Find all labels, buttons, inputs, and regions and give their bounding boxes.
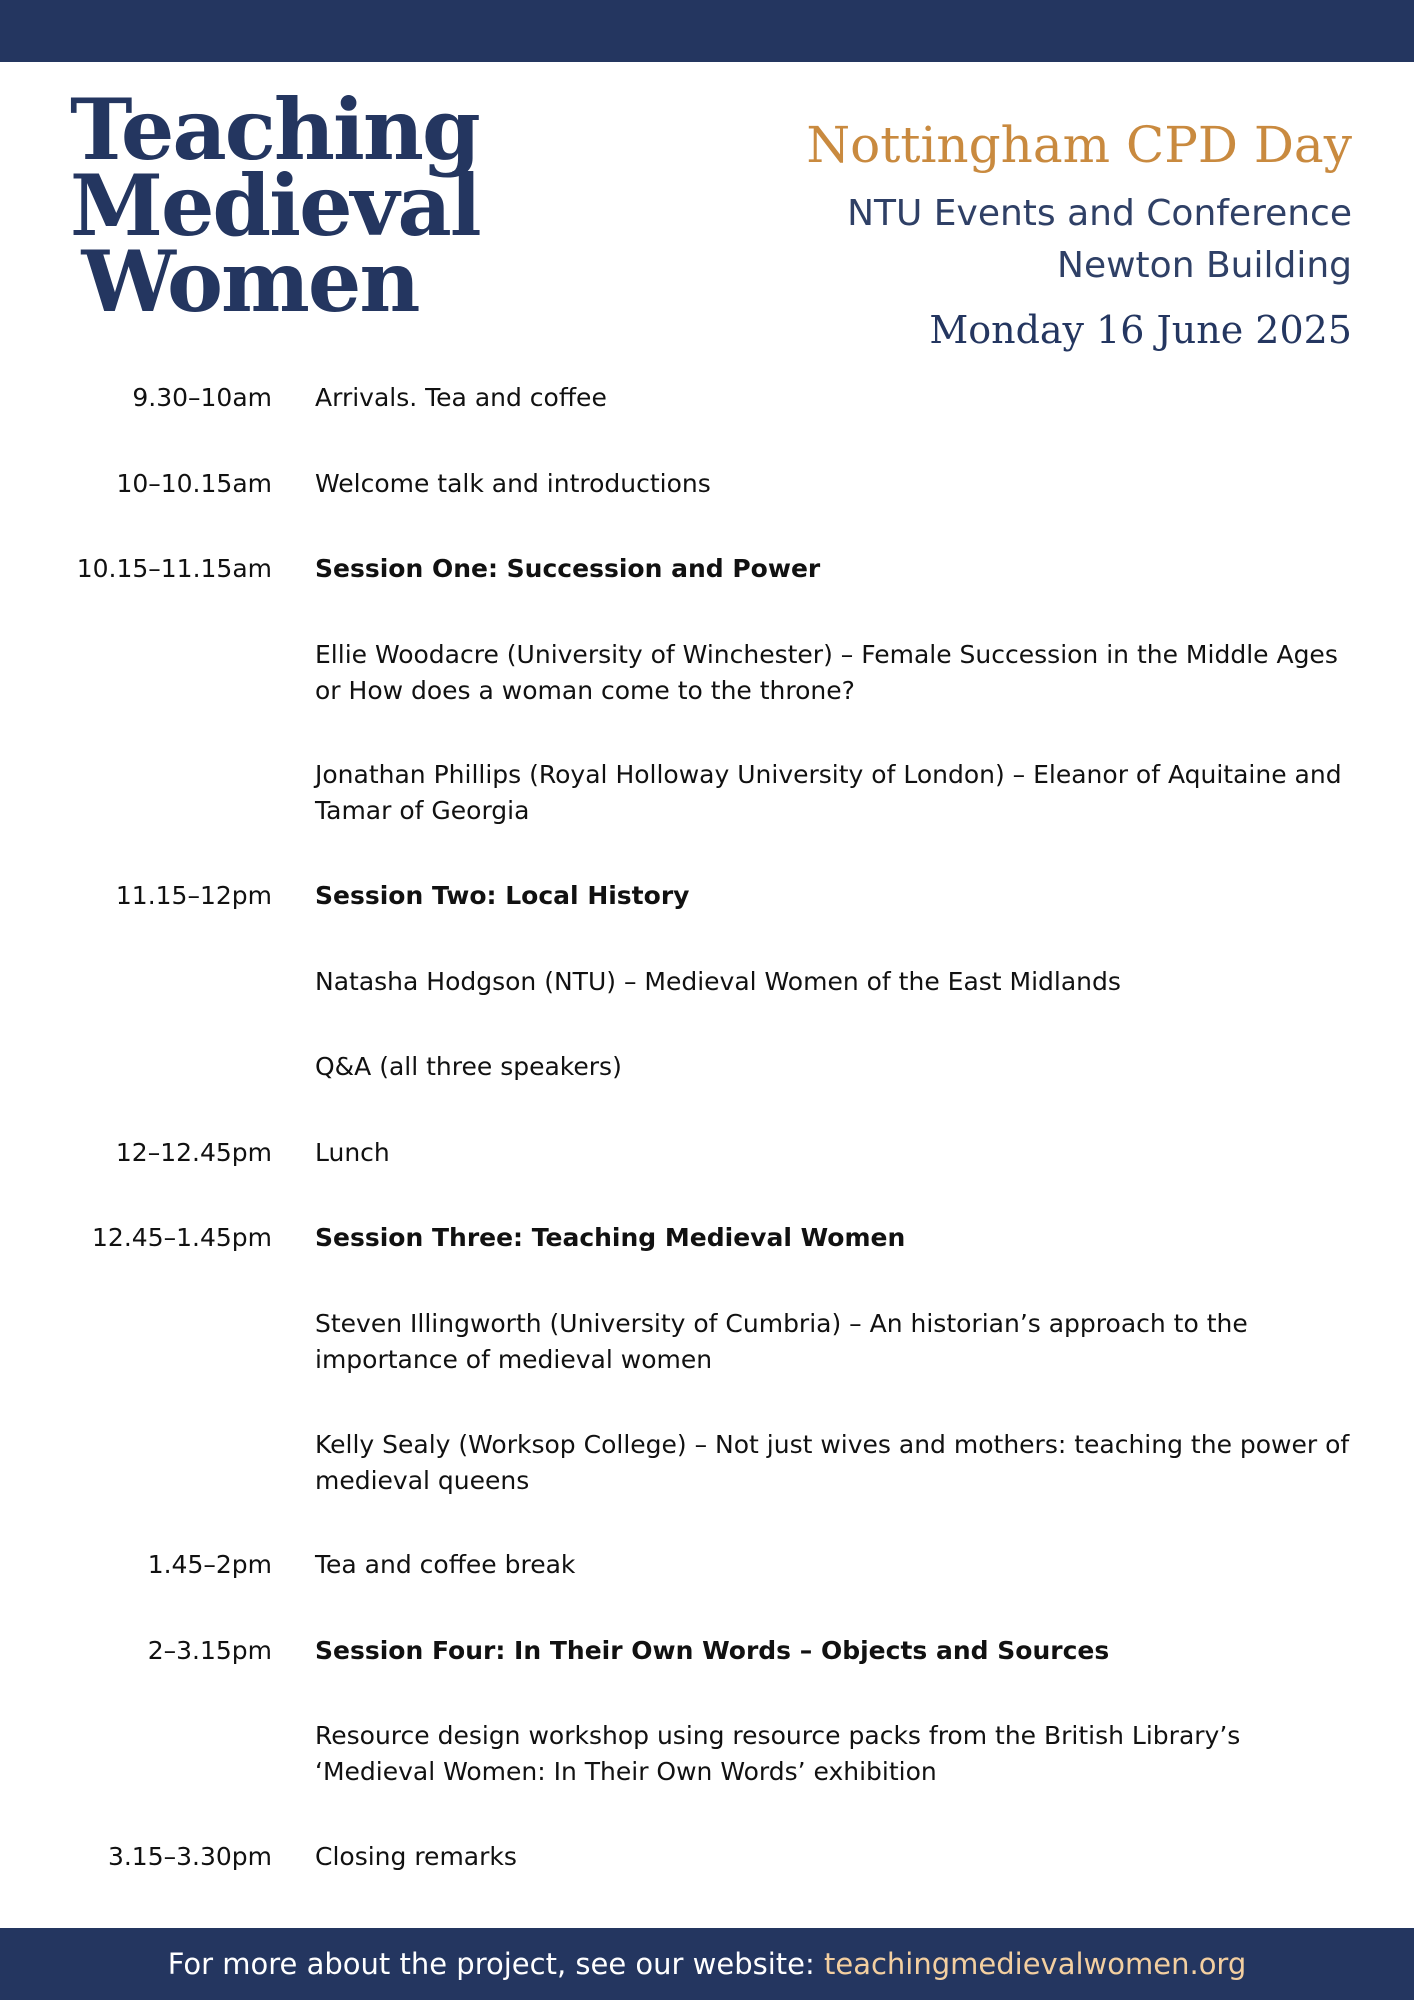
schedule-item: Closing remarks <box>315 1842 517 1871</box>
schedule-time: 2–3.15pm <box>147 1636 272 1665</box>
talk-item: Q&A (all three speakers) <box>315 1052 622 1081</box>
talk-item: Jonathan Phillips (Royal Holloway University of London) – Eleanor of Aquitaine and Tamar of Georgia <box>315 760 1342 825</box>
logo-line-3: Women <box>81 232 419 331</box>
talk-item: Ellie Woodacre (University of Winchester) – Female Succession in the Middle Ages or How does a woman come to the throne? <box>315 640 1338 705</box>
schedule-row <box>0 878 1414 964</box>
schedule-row <box>0 637 1414 757</box>
schedule-time: 10.15–11.15am <box>76 554 272 583</box>
schedule-row <box>0 1049 1414 1135</box>
schedule-row <box>0 757 1414 878</box>
event-header <box>632 110 1352 358</box>
session-heading: Session Three: Teaching Medieval Women <box>315 1223 906 1252</box>
talk-item: Steven Illingworth (University of Cumbria) – An historian’s approach to the importance of medieval women <box>315 1309 1248 1374</box>
venue-line-1: NTU Events and Conference <box>847 193 1352 234</box>
schedule-time: 1.45–2pm <box>147 1550 272 1579</box>
project-logo <box>70 80 480 331</box>
session-heading: Session One: Succession and Power <box>315 554 821 583</box>
schedule-item: Lunch <box>315 1138 390 1167</box>
schedule-row <box>0 1633 1414 1718</box>
footer-banner <box>0 1928 1414 2000</box>
schedule-row <box>0 1547 1414 1633</box>
schedule-item: Tea and coffee break <box>315 1550 576 1579</box>
schedule-row <box>0 1839 1414 1899</box>
website-link[interactable]: teachingmedievalwomen.org <box>824 1947 1247 1981</box>
schedule-row <box>0 551 1414 637</box>
schedule-list <box>0 380 1414 1899</box>
event-title: Nottingham CPD Day <box>806 116 1352 174</box>
schedule-time: 12.45–1.45pm <box>92 1223 272 1252</box>
schedule-row <box>0 1220 1414 1306</box>
schedule-row <box>0 1427 1414 1547</box>
footer-text: For more about the project, see our website: <box>167 1947 824 1981</box>
schedule-time: 3.15–3.30pm <box>107 1842 272 1871</box>
schedule-row <box>0 380 1414 466</box>
schedule-time: 9.30–10am <box>132 383 272 412</box>
schedule-time: 11.15–12pm <box>115 881 272 910</box>
logo-line-1: Teaching <box>70 80 479 179</box>
schedule-item: Arrivals. Tea and coffee <box>315 383 607 412</box>
schedule-row <box>0 1135 1414 1220</box>
session-heading: Session Four: In Their Own Words – Objects and Sources <box>315 1636 1110 1665</box>
event-date: Monday 16 June 2025 <box>929 308 1352 352</box>
schedule-row <box>0 1306 1414 1427</box>
session-heading: Session Two: Local History <box>315 881 690 910</box>
schedule-row <box>0 466 1414 551</box>
schedule-time: 12–12.45pm <box>115 1138 272 1167</box>
logo-line-2: Medieval <box>70 156 480 255</box>
talk-item: Natasha Hodgson (NTU) – Medieval Women of the East Midlands <box>315 967 1121 996</box>
talk-item: Resource design workshop using resource packs from the British Library’s ‘Medieval Women: In Their Own Words’ exhibition <box>315 1721 1241 1786</box>
top-banner <box>0 0 1414 62</box>
schedule-time: 10–10.15am <box>116 469 272 498</box>
venue-line-2: Newton Building <box>1057 245 1352 286</box>
talk-item: Kelly Sealy (Worksop College) – Not just wives and mothers: teaching the power of medieval queens <box>315 1430 1350 1495</box>
schedule-row <box>0 1718 1414 1839</box>
schedule-item: Welcome talk and introductions <box>315 469 711 498</box>
schedule-row <box>0 964 1414 1049</box>
venue <box>632 188 1352 292</box>
